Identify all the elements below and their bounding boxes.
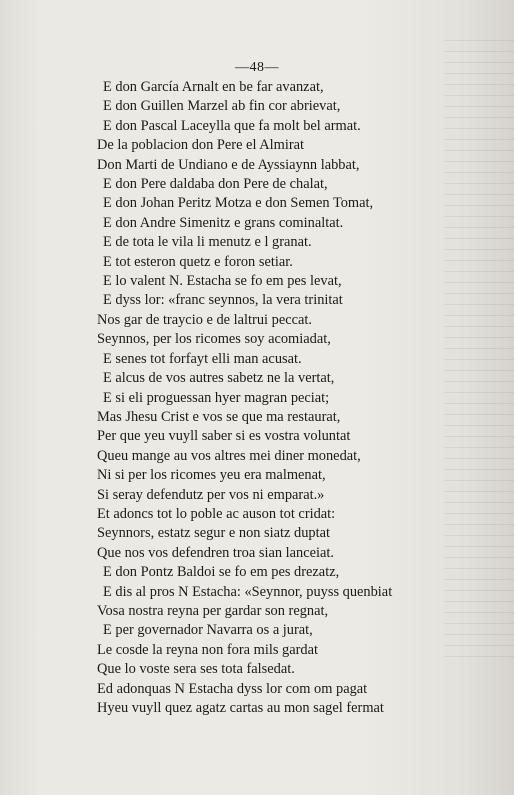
- verse-line: E don Johan Peritz Motza e don Semen Tomat,: [103, 195, 374, 212]
- verse-line: Le cosde la reyna non fora mils gardat: [97, 641, 318, 658]
- verse-line: Seynnos, per los ricomes soy acomiadat,: [97, 331, 331, 348]
- verse-line: Et adoncs tot lo poble ac auson tot cridat:: [97, 505, 336, 522]
- verse-line: E tot esteron quetz e foron setiar.: [103, 253, 293, 270]
- verse-line: Que lo voste sera ses tota falsedat.: [97, 661, 295, 678]
- verse-line: Don Marti de Undiano e de Ayssiaynn labbat,: [97, 156, 360, 173]
- verse-line: E don García Arnalt en be far avanzat,: [103, 79, 324, 95]
- verse-line: Per que yeu vuyll saber si es vostra voluntat: [97, 428, 351, 445]
- verse-line: Vosa nostra reyna per gardar son regnat,: [97, 602, 329, 619]
- verse-line: E don Pontz Baldoi se fo em pes drezatz,: [103, 564, 340, 581]
- verse-line: E dis al pros N Estacha: «Seynnor, puyss quenbiat: [103, 583, 393, 600]
- verse-line: Si seray defendutz per vos ni emparat.»: [97, 486, 325, 503]
- verse-line: De la poblacion don Pere el Almirat: [97, 137, 305, 154]
- page-number: —48—: [235, 60, 279, 75]
- verse-line: E don Andre Simenitz e grans cominaltat.: [103, 214, 344, 231]
- verse-line: Que nos vos defendren troa sian lanceiat.: [97, 544, 334, 561]
- verse-line: E alcus de vos autres sabetz ne la vertat,: [103, 370, 335, 387]
- verse-line: E don Guillen Marzel ab fin cor abrievat,: [103, 98, 341, 115]
- verse-line: E dyss lor: «franc seynnos, la vera trinitat: [103, 292, 343, 309]
- verse-line: E de tota le vila li menutz e l granat.: [103, 234, 312, 251]
- verse-line: E si eli proguessan hyer magran peciat;: [103, 389, 330, 406]
- verse-line: E don Pere daldaba don Pere de chalat,: [103, 176, 328, 193]
- verse-line: Hyeu vuyll quez agatz cartas au mon sagel fermat: [97, 700, 384, 716]
- verse-line: Nos gar de traycio e de laltrui peccat.: [97, 311, 312, 328]
- verse-line: E don Pascal Laceylla que fa molt bel armat.: [103, 117, 361, 134]
- verse-line: Ed adonquas N Estacha dyss lor com om pagat: [97, 680, 368, 697]
- verse-line: E senes tot forfayt elli man acusat.: [103, 350, 302, 367]
- verse-line: E lo valent N. Estacha se fo em pes levat,: [103, 273, 342, 290]
- verse-line: Ni si per los ricomes yeu era malmenat,: [97, 467, 326, 484]
- verse-line: Queu mange au vos altres mei diner monedat,: [97, 447, 361, 464]
- verse-line: E per governador Navarra os a jurat,: [103, 622, 313, 639]
- verse-line: Seynnors, estatz segur e non siatz duptat: [97, 525, 330, 542]
- verse-list: [97, 78, 497, 718]
- verse-line: Mas Jhesu Crist e vos se que ma restaurat,: [97, 408, 341, 425]
